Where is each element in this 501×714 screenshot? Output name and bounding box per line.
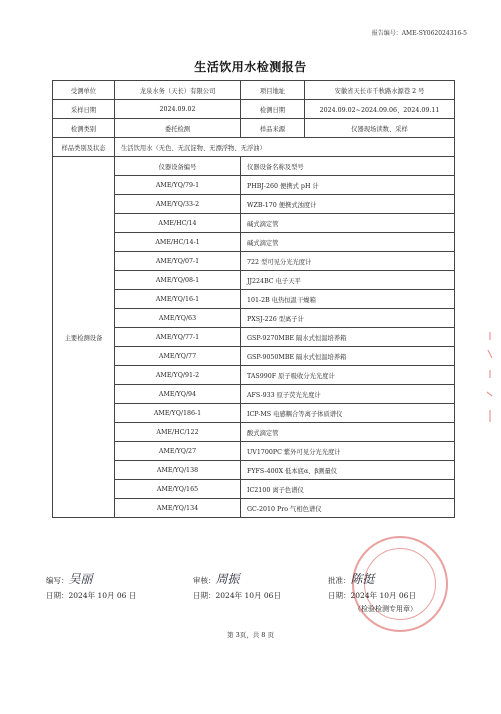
equipment-name: IC2100 离子色谱仪	[241, 480, 455, 499]
equipment-id: AME/HC/14	[115, 214, 241, 233]
paging-seal	[485, 330, 495, 440]
equipment-id: AME/YQ/33-2	[115, 195, 241, 214]
prepared-by	[46, 570, 93, 587]
equipment-col-name: 仪器设备名称及型号	[241, 157, 455, 176]
equipment-id: AME/YQ/79-1	[115, 176, 241, 195]
equipment-id: AME/YQ/186-1	[115, 404, 241, 423]
approve-date: 日期：2024年 10月 06日	[328, 591, 416, 600]
equipment-name: PHBJ-260 便携式 pH 计	[241, 176, 455, 195]
equipment-name: 101-2B 电热恒温干燥箱	[241, 290, 455, 309]
sample-desc-label: 样品类别及状态	[53, 138, 115, 157]
equipment-id: AME/HC/14-1	[115, 233, 241, 252]
equipment-id: AME/YQ/165	[115, 480, 241, 499]
equipment-id: AME/YQ/94	[115, 385, 241, 404]
report-number: 报告编号：AME-SY062024316-5	[371, 30, 467, 37]
equipment-name: FYFS-400X 低本底α、β测量仪	[241, 461, 455, 480]
info-row-client	[53, 81, 455, 100]
equipment-header-row	[53, 157, 455, 176]
client-value: 龙泉水务（天长）有限公司	[115, 81, 241, 100]
equipment-name: WZB-170 便携式浊度计	[241, 195, 455, 214]
report-table	[52, 80, 455, 518]
test-date-value: 2024.09.02~2024.09.06、2024.09.11	[305, 100, 455, 119]
equipment-id: AME/YQ/77-1	[115, 328, 241, 347]
review-signature: 周振	[215, 572, 240, 586]
address-label: 项目地址	[241, 81, 305, 100]
equipment-id: AME/YQ/07-1	[115, 252, 241, 271]
approved-by	[328, 570, 375, 587]
client-label: 受测单位	[53, 81, 115, 100]
equipment-name: GSP-9050MBE 隔水式恒温培养箱	[241, 347, 455, 366]
equipment-name: 722 型可见分光光度计	[241, 252, 455, 271]
page-footer: 第 3页，共 8 页	[227, 631, 274, 639]
equipment-name: TAS990F 原子吸收分光光度计	[241, 366, 455, 385]
sampling-date-value: 2024.09.02	[115, 100, 241, 119]
equipment-id: AME/YQ/27	[115, 442, 241, 461]
equipment-id: AME/YQ/77	[115, 347, 241, 366]
equipment-id: AME/HC/122	[115, 423, 241, 442]
equipment-section-label: 主要检测设备	[53, 157, 115, 518]
sample-source-label: 样品来源	[241, 119, 305, 138]
prepared-label: 编写：	[46, 576, 69, 585]
prepared-date: 日期：2024年 10月 06 日	[46, 591, 137, 600]
equipment-id: AME/YQ/16-1	[115, 290, 241, 309]
approve-note: （检验检测专用章）	[354, 605, 417, 613]
test-type-value: 委托检测	[115, 119, 241, 138]
address-value: 安徽省天长市千秋路水源巷 2 号	[305, 81, 455, 100]
info-row-sample	[53, 138, 455, 157]
info-row-type	[53, 119, 455, 138]
prepared-signature: 吴丽	[68, 572, 93, 586]
equipment-name: ICP-MS 电感耦合等离子体质谱仪	[241, 404, 455, 423]
equipment-id: AME/YQ/08-1	[115, 271, 241, 290]
equipment-id: AME/YQ/138	[115, 461, 241, 480]
info-row-dates	[53, 100, 455, 119]
sample-source-value: 仪器现场读数、采样	[305, 119, 455, 138]
page-title: 生活饮用水检测报告	[194, 60, 307, 74]
approve-label: 批准：	[328, 576, 351, 585]
equipment-name: 碱式滴定管	[241, 214, 455, 233]
approve-signature: 陈挺	[350, 572, 375, 586]
equipment-name: 碱式滴定管	[241, 233, 455, 252]
equipment-name: 酸式滴定管	[241, 423, 455, 442]
equipment-id: AME/YQ/91-2	[115, 366, 241, 385]
equipment-col-id: 仪器设备编号	[115, 157, 241, 176]
equipment-name: GC-2010 Pro 气相色谱仪	[241, 499, 455, 518]
equipment-name: PXSJ-226 型离子计	[241, 309, 455, 328]
equipment-id: AME/YQ/134	[115, 499, 241, 518]
equipment-name: JJ224BC 电子天平	[241, 271, 455, 290]
test-date-label: 检测日期	[241, 100, 305, 119]
reviewed-by	[193, 570, 240, 587]
equipment-id: AME/YQ/63	[115, 309, 241, 328]
equipment-name: GSP-9270MBE 隔水式恒温培养箱	[241, 328, 455, 347]
sample-desc-value: 生活饮用水（无色、无沉淀物、无漂浮物、无浮油）	[115, 138, 455, 157]
review-label: 审核：	[193, 576, 216, 585]
equipment-name: AFS-933 原子荧光光度计	[241, 385, 455, 404]
equipment-name: UV1700PC 紫外可见分光光度计	[241, 442, 455, 461]
review-date: 日期：2024年 10月 06日	[193, 591, 281, 600]
sampling-date-label: 采样日期	[53, 100, 115, 119]
test-type-label: 检测类别	[53, 119, 115, 138]
